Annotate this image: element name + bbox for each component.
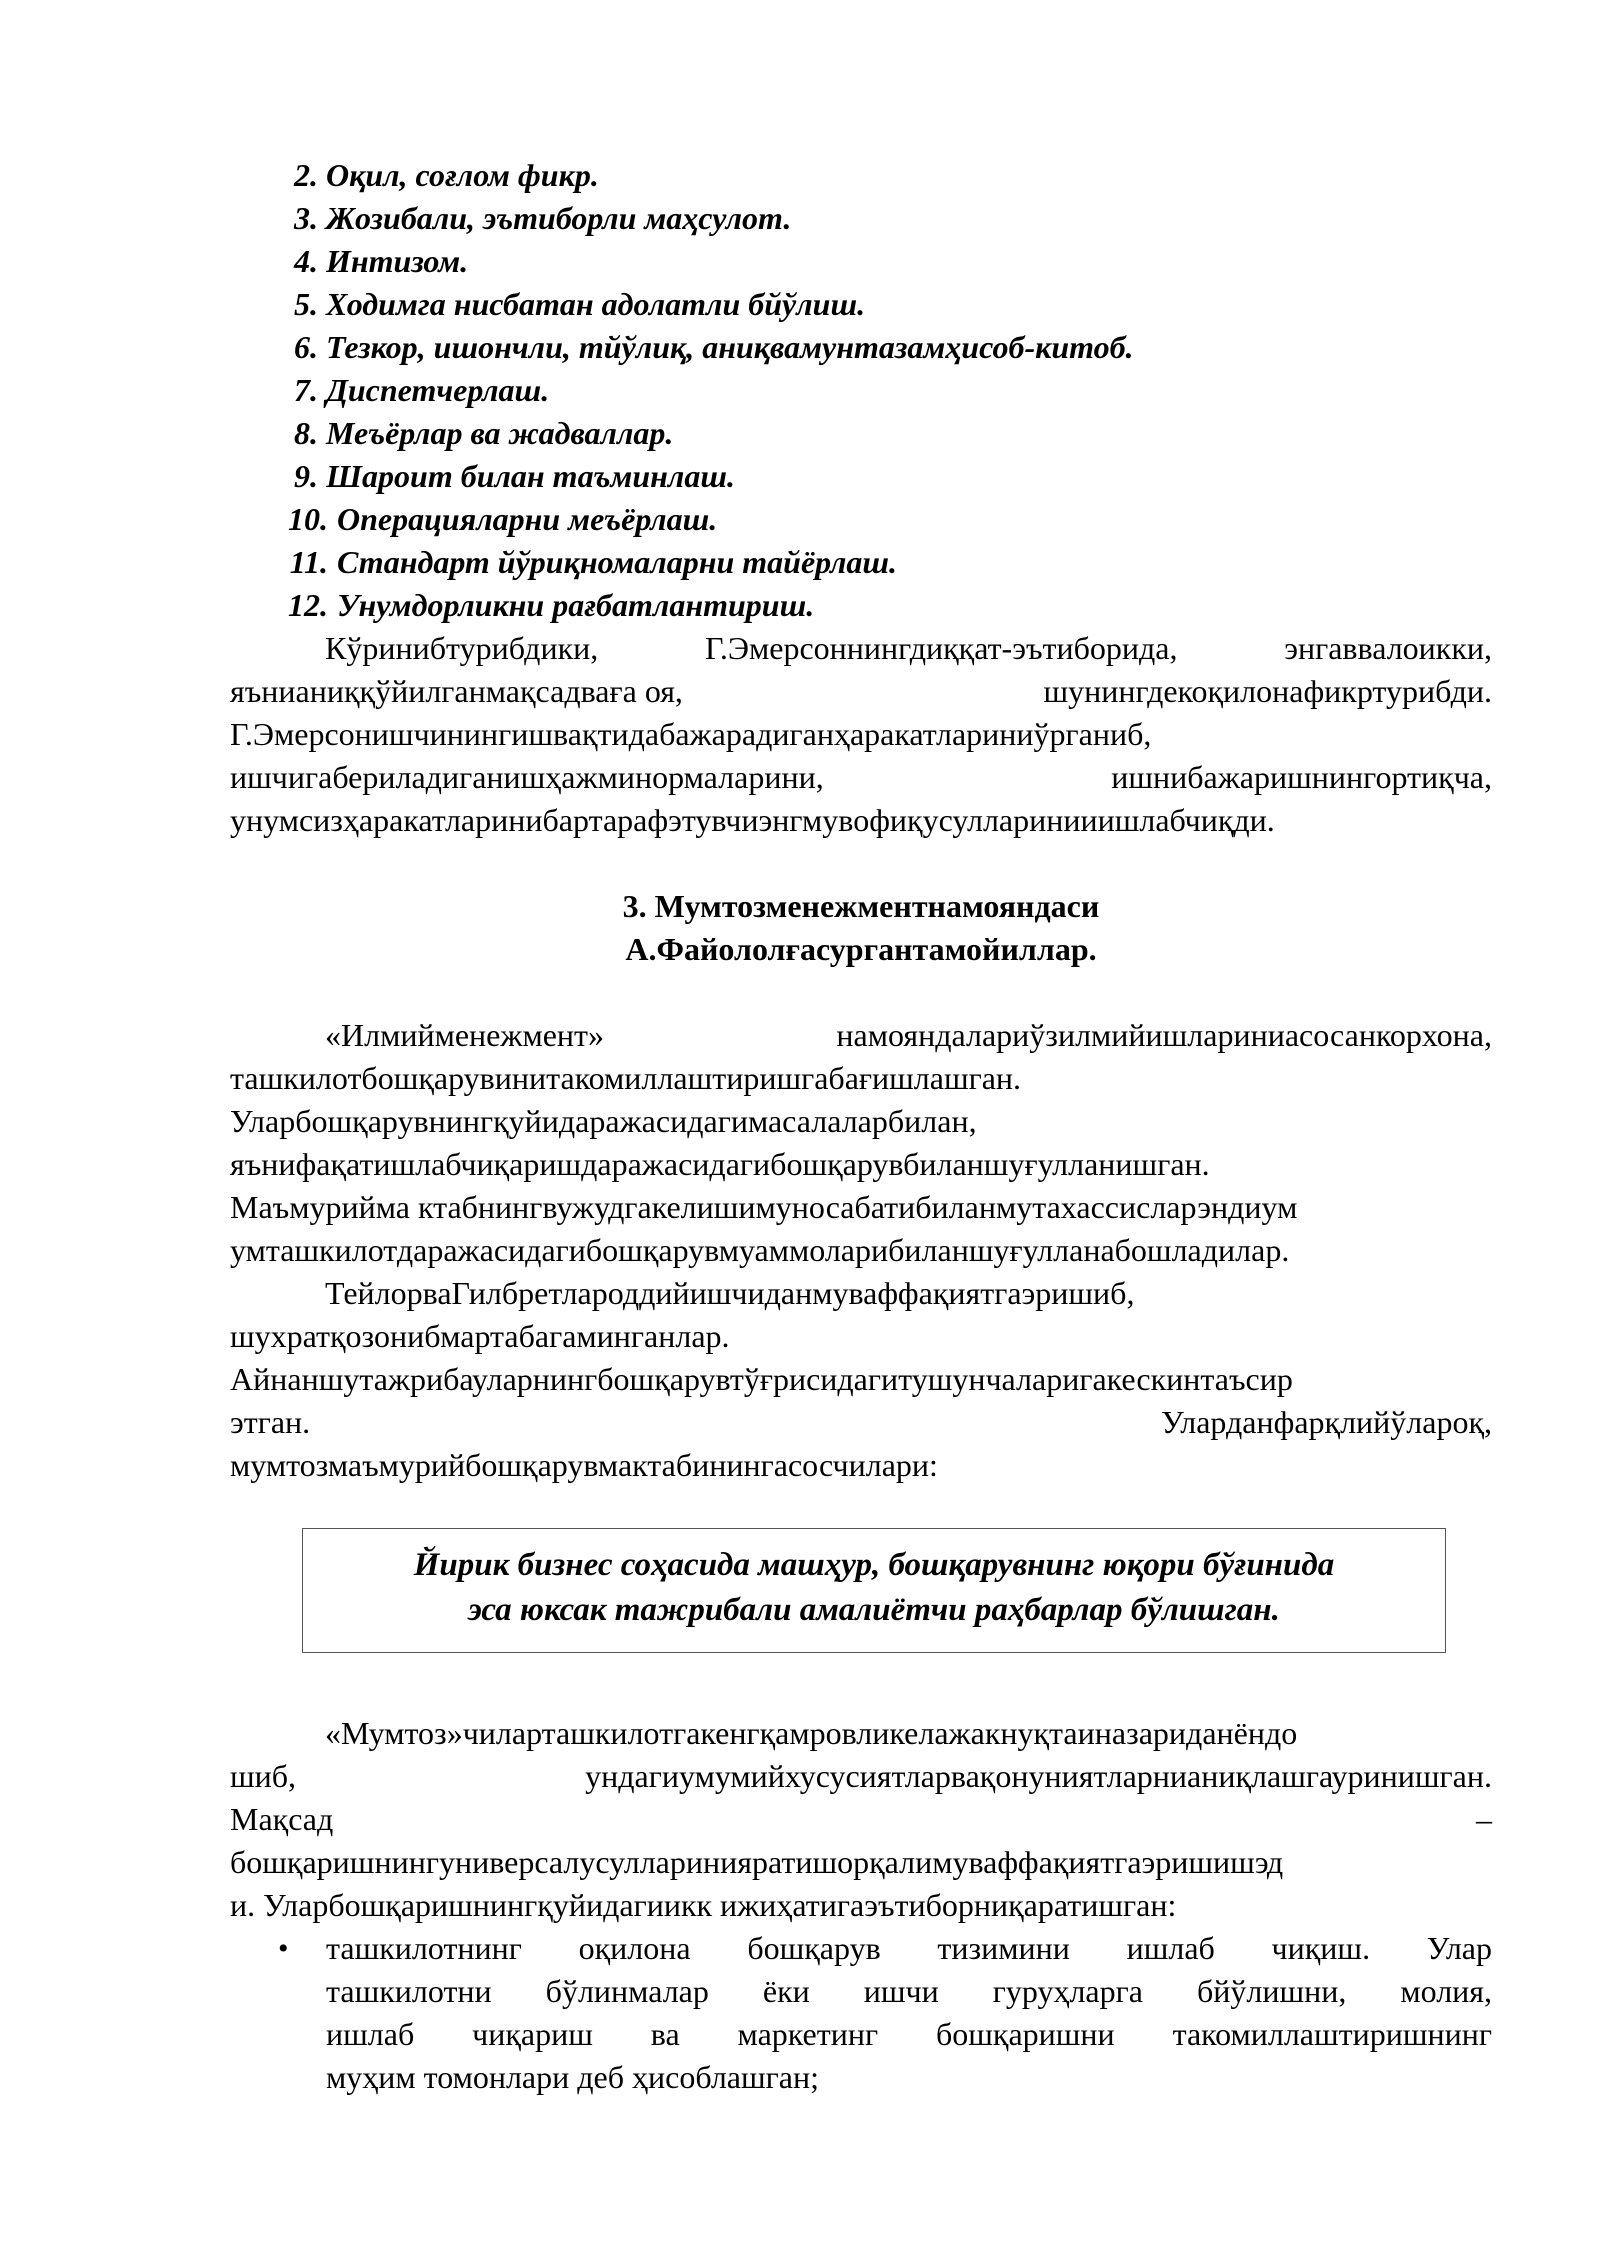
document-content-lower bbox=[230, 1712, 1492, 2099]
bullet-marker: • bbox=[278, 1932, 289, 1965]
list-item: 2. Оқил, соғлом фикр. bbox=[294, 157, 599, 193]
bullet-list bbox=[230, 1927, 1492, 2099]
paragraph-classics: «Мумтоз»чиларташкилотгакенгқамровликелажакнуқтаиназариданёндо шиб, ундагиумумийхусусиятларвақонуниятларнианиқлашгауринишган. Мақсад – бошқаришнингуниверсалусулларинияратишорқалимуваффақиятгаэришишэд и. Уларбошқаришнингқуйидагиикк ижиҳатигаэътиборниқаратишган: bbox=[230, 1715, 1492, 1923]
section-heading: 3. Мумтозменежментнамояндаси А.Файололғасургантамойиллар. bbox=[622, 888, 1100, 967]
list-item: 9. Шароит билан таъминлаш. bbox=[294, 458, 735, 494]
list-item: 3. Жозибали, эътиборли маҳсулот. bbox=[294, 200, 792, 236]
list-item: 6. Тезкор, ишончли, тйўлиқ, аниқвамунтазамҳисоб-китоб. bbox=[294, 329, 1134, 365]
quote-box: Йирик бизнес соҳасида машҳур, бошқарувнинг юқори бўғинида эса юксак тажрибали амалиётчи раҳбарлар бўлишган. bbox=[302, 1528, 1446, 1653]
list-item: 8. Меъёрлар ва жадваллар. bbox=[294, 415, 674, 451]
list-item: 5. Ходимга нисбатан адолатли бйўлиш. bbox=[294, 286, 866, 322]
list-item: 12. Унумдорликни рағбатлантириш. bbox=[288, 587, 815, 623]
principles-list bbox=[230, 154, 1492, 627]
list-item: 10. Операцияларни меъёрлаш. bbox=[288, 501, 718, 537]
list-item: • ташкилотнинг оқилона бошқарув тизимини ишлаб чиқиш. Улар ташкилотни бўлинмалар ёки ишчи гуруҳларга бйўлишни, молия, ишлаб чиқариш ва маркетинг бошқаришни такомиллаштиришнинг муҳим томонлари деб ҳисоблашган; bbox=[230, 1927, 1492, 2099]
list-item: 11. Стандарт йўриқномаларни тайёрлаш. bbox=[289, 544, 898, 580]
list-item: 7. Диспетчерлаш. bbox=[294, 372, 550, 408]
list-item: 4. Интизом. bbox=[294, 243, 469, 279]
document-content bbox=[230, 154, 1492, 1487]
paragraph-emerson: Кўринибтурибдики, Г.Эмерсоннингдиққат-эътиборида, энгаввалоикки, яънианиққўйилганмақсадваға оя, шунингдекоқилонафикртурибди. Г.Эмерсонишчинингишвақтидабажарадиганҳаракатлариниўрганиб, ишчигабериладиганишҳажминормаларини, ишнибажаришнингортиқча, унумсизҳаракатларинибартарафэтувчиэнгмувофиқусулларинииишлабчиқди. bbox=[230, 630, 1492, 838]
paragraph-scientific-management: «Илмийменежмент» намояндалариўзилмийишлариниасосанкорхона, ташкилотбошқарувинитакомиллаштиришгабағишлашган. Уларбошқарувнингқуйидаражасидагимасалаларбилан, яънифақатишлабчиқаришдаражасидагибошқарувбиланшуғулланишган. Маъмурийма ктабнингвужудгакелишимуносабатибиланмутахассисларэндиум умташкилотдаражасидагибошқарувмуаммоларибиланшуғулланабошладилар. bbox=[230, 1017, 1492, 1268]
paragraph-taylor-gilbreth: ТейлорваГилбретлароддийишчиданмуваффақиятгаэришиб, шухратқозонибмартабагаминганлар. Айнаншутажрибауларнингбошқарувтўғрисидагитушунчаларигакескинтаъсир этган. Уларданфарқлийўлароқ, мумтозмаъмурийбошқарувмактабинингасосчилари: bbox=[230, 1275, 1492, 1483]
